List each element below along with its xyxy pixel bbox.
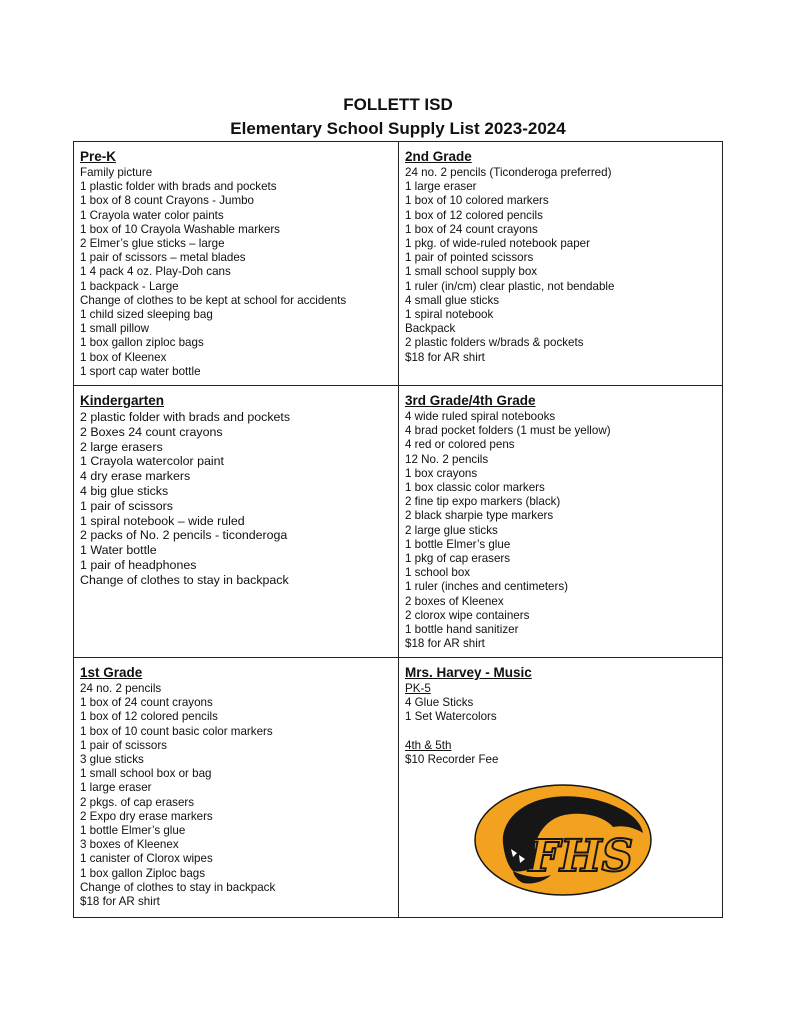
list-item: 4 small glue sticks — [405, 293, 500, 307]
list-item: 1 box classic color markers — [405, 481, 545, 495]
panther-logo — [473, 783, 653, 898]
list-item: 2 pkgs. of cap erasers — [80, 795, 195, 809]
list-item: 2 black sharpie type markers — [405, 509, 554, 523]
list-item: 2 plastic folder with brads and pockets — [80, 410, 291, 424]
list-item: 2 large erasers — [80, 439, 163, 454]
list-item: 1 box of 24 count crayons — [405, 222, 538, 236]
list-item: 1 pair of scissors — [80, 498, 173, 513]
list-item: 4 wide ruled spiral notebooks — [405, 410, 556, 423]
list-item: 1 box of 12 colored pencils — [80, 710, 218, 724]
list-item: $10 Recorder Fee — [405, 753, 499, 766]
district-name: FOLLETT ISD — [343, 95, 453, 114]
grade2-heading: 2nd Grade — [405, 149, 472, 164]
list-item: 1 Water bottle — [80, 543, 157, 558]
list-item: 1 bottle Elmer’s glue — [80, 824, 186, 838]
list-item: 1 pair of headphones — [80, 557, 197, 572]
list-item: 1 canister of Clorox wipes — [80, 852, 213, 866]
list-item: 2 Expo dry erase markers — [80, 809, 213, 823]
list-item: 1 box of 10 count basic color markers — [80, 724, 273, 738]
prek-heading: Pre-K — [80, 149, 117, 164]
list-item: 1 box of Kleenex — [80, 350, 167, 364]
grade2-cell — [399, 142, 722, 386]
list-item: 1 box of 8 count Crayons - Jumbo — [80, 194, 254, 208]
g45-label: 4th & 5th — [405, 738, 452, 752]
list-item: 1 pkg. of wide-ruled notebook paper — [405, 237, 590, 251]
list-item: 4 dry erase markers — [80, 469, 191, 484]
list-item: Change of clothes to stay in backpack — [80, 880, 276, 894]
list-item: 1 pair of pointed scissors — [405, 251, 534, 265]
list-item: 4 brad pocket folders (1 must be yellow) — [405, 424, 611, 438]
list-title: Elementary School Supply List 2023-2024 — [230, 119, 566, 138]
list-item: 1 bottle Elmer’s glue — [405, 537, 511, 551]
list-item: 1 large eraser — [80, 781, 152, 795]
list-item: 1 box of 10 Crayola Washable markers — [80, 222, 280, 236]
list-item: Family picture — [80, 166, 153, 179]
list-item: 2 Elmer’s glue sticks – large — [80, 237, 225, 251]
prek-cell — [74, 142, 399, 386]
list-item: 1 pkg of cap erasers — [405, 552, 511, 566]
list-item: 4 red or colored pens — [405, 438, 515, 452]
grade34-cell — [399, 386, 722, 658]
list-item: Change of clothes to stay in backpack — [80, 572, 289, 587]
list-item: 1 child sized sleeping bag — [80, 308, 213, 322]
list-item: 1 box gallon ziploc bags — [80, 336, 204, 350]
list-item: 1 Set Watercolors — [405, 710, 497, 724]
list-item: 1 box of 10 colored markers — [405, 194, 549, 208]
list-item: 4 Glue Sticks — [405, 696, 474, 710]
list-item: 1 sport cap water bottle — [80, 364, 201, 378]
list-item: 1 small school box or bag — [80, 767, 212, 781]
list-item: 1 ruler (in/cm) clear plastic, not bendable — [405, 279, 615, 293]
list-item: 1 small pillow — [80, 322, 149, 336]
grade34-list — [405, 410, 716, 651]
list-item: 1 bottle hand sanitizer — [405, 623, 519, 637]
g45-list — [405, 753, 716, 767]
grade1-list — [80, 682, 392, 909]
document-title — [0, 93, 796, 141]
list-item: 1 box of 24 count crayons — [80, 696, 213, 710]
list-item: Change of clothes to be kept at school for accidents — [80, 293, 347, 307]
list-item: 3 boxes of Kleenex — [80, 838, 179, 852]
grade1-heading: 1st Grade — [80, 665, 143, 680]
list-item: Backpack — [405, 322, 456, 336]
list-item: 3 glue sticks — [80, 753, 144, 767]
list-item: 1 small school supply box — [405, 265, 538, 279]
kinder-list — [80, 410, 392, 588]
list-item: 24 no. 2 pencils — [80, 682, 162, 695]
list-item: 2 boxes of Kleenex — [405, 594, 504, 608]
list-item: 1 ruler (inches and centimeters) — [405, 580, 569, 594]
list-item: 2 plastic folders w/brads & pockets — [405, 336, 584, 350]
list-item: 1 school box — [405, 566, 471, 580]
kinder-heading: Kindergarten — [80, 393, 165, 408]
list-item: 1 box crayons — [405, 466, 478, 480]
list-item: 1 Crayola water color paints — [80, 208, 224, 222]
list-item: 1 spiral notebook — [405, 308, 494, 322]
pk5-label: PK-5 — [405, 682, 431, 695]
list-item: 12 No. 2 pencils — [405, 452, 489, 466]
list-item: 2 clorox wipe containers — [405, 608, 530, 622]
list-item: 1 plastic folder with brads and pockets — [80, 180, 277, 194]
list-item: 2 packs of No. 2 pencils - ticonderoga — [80, 528, 288, 543]
list-item: 2 fine tip expo markers (black) — [405, 495, 561, 509]
list-item: 1 backpack - Large — [80, 279, 179, 293]
music-heading: Mrs. Harvey - Music — [405, 665, 532, 680]
grade34-heading: 3rd Grade/4th Grade — [405, 393, 536, 408]
prek-list — [80, 166, 392, 379]
list-item: 1 pair of scissors — [80, 738, 167, 752]
list-item: $18 for AR shirt — [405, 350, 485, 364]
logo-text: FHS — [528, 831, 634, 882]
list-item: 4 big glue sticks — [80, 483, 169, 498]
list-item: 1 4 pack 4 oz. Play-Doh cans — [80, 265, 231, 279]
grade2-list — [405, 166, 716, 365]
list-item: 1 spiral notebook – wide ruled — [80, 513, 245, 528]
list-item: 1 large eraser — [405, 180, 477, 194]
kinder-cell — [74, 386, 399, 658]
grade1-cell — [74, 658, 399, 917]
pk5-list — [405, 696, 716, 724]
list-item: 1 Crayola watercolor paint — [80, 454, 224, 469]
list-item: 1 box gallon Ziploc bags — [80, 866, 206, 880]
list-item: 24 no. 2 pencils (Ticonderoga preferred) — [405, 166, 612, 179]
list-item: 2 large glue sticks — [405, 523, 498, 537]
list-item: 1 pair of scissors – metal blades — [80, 251, 246, 265]
list-item: 1 box of 12 colored pencils — [405, 208, 543, 222]
list-item: $18 for AR shirt — [405, 637, 485, 651]
list-item: $18 for AR shirt — [80, 895, 160, 909]
list-item: 2 Boxes 24 count crayons — [80, 424, 223, 439]
